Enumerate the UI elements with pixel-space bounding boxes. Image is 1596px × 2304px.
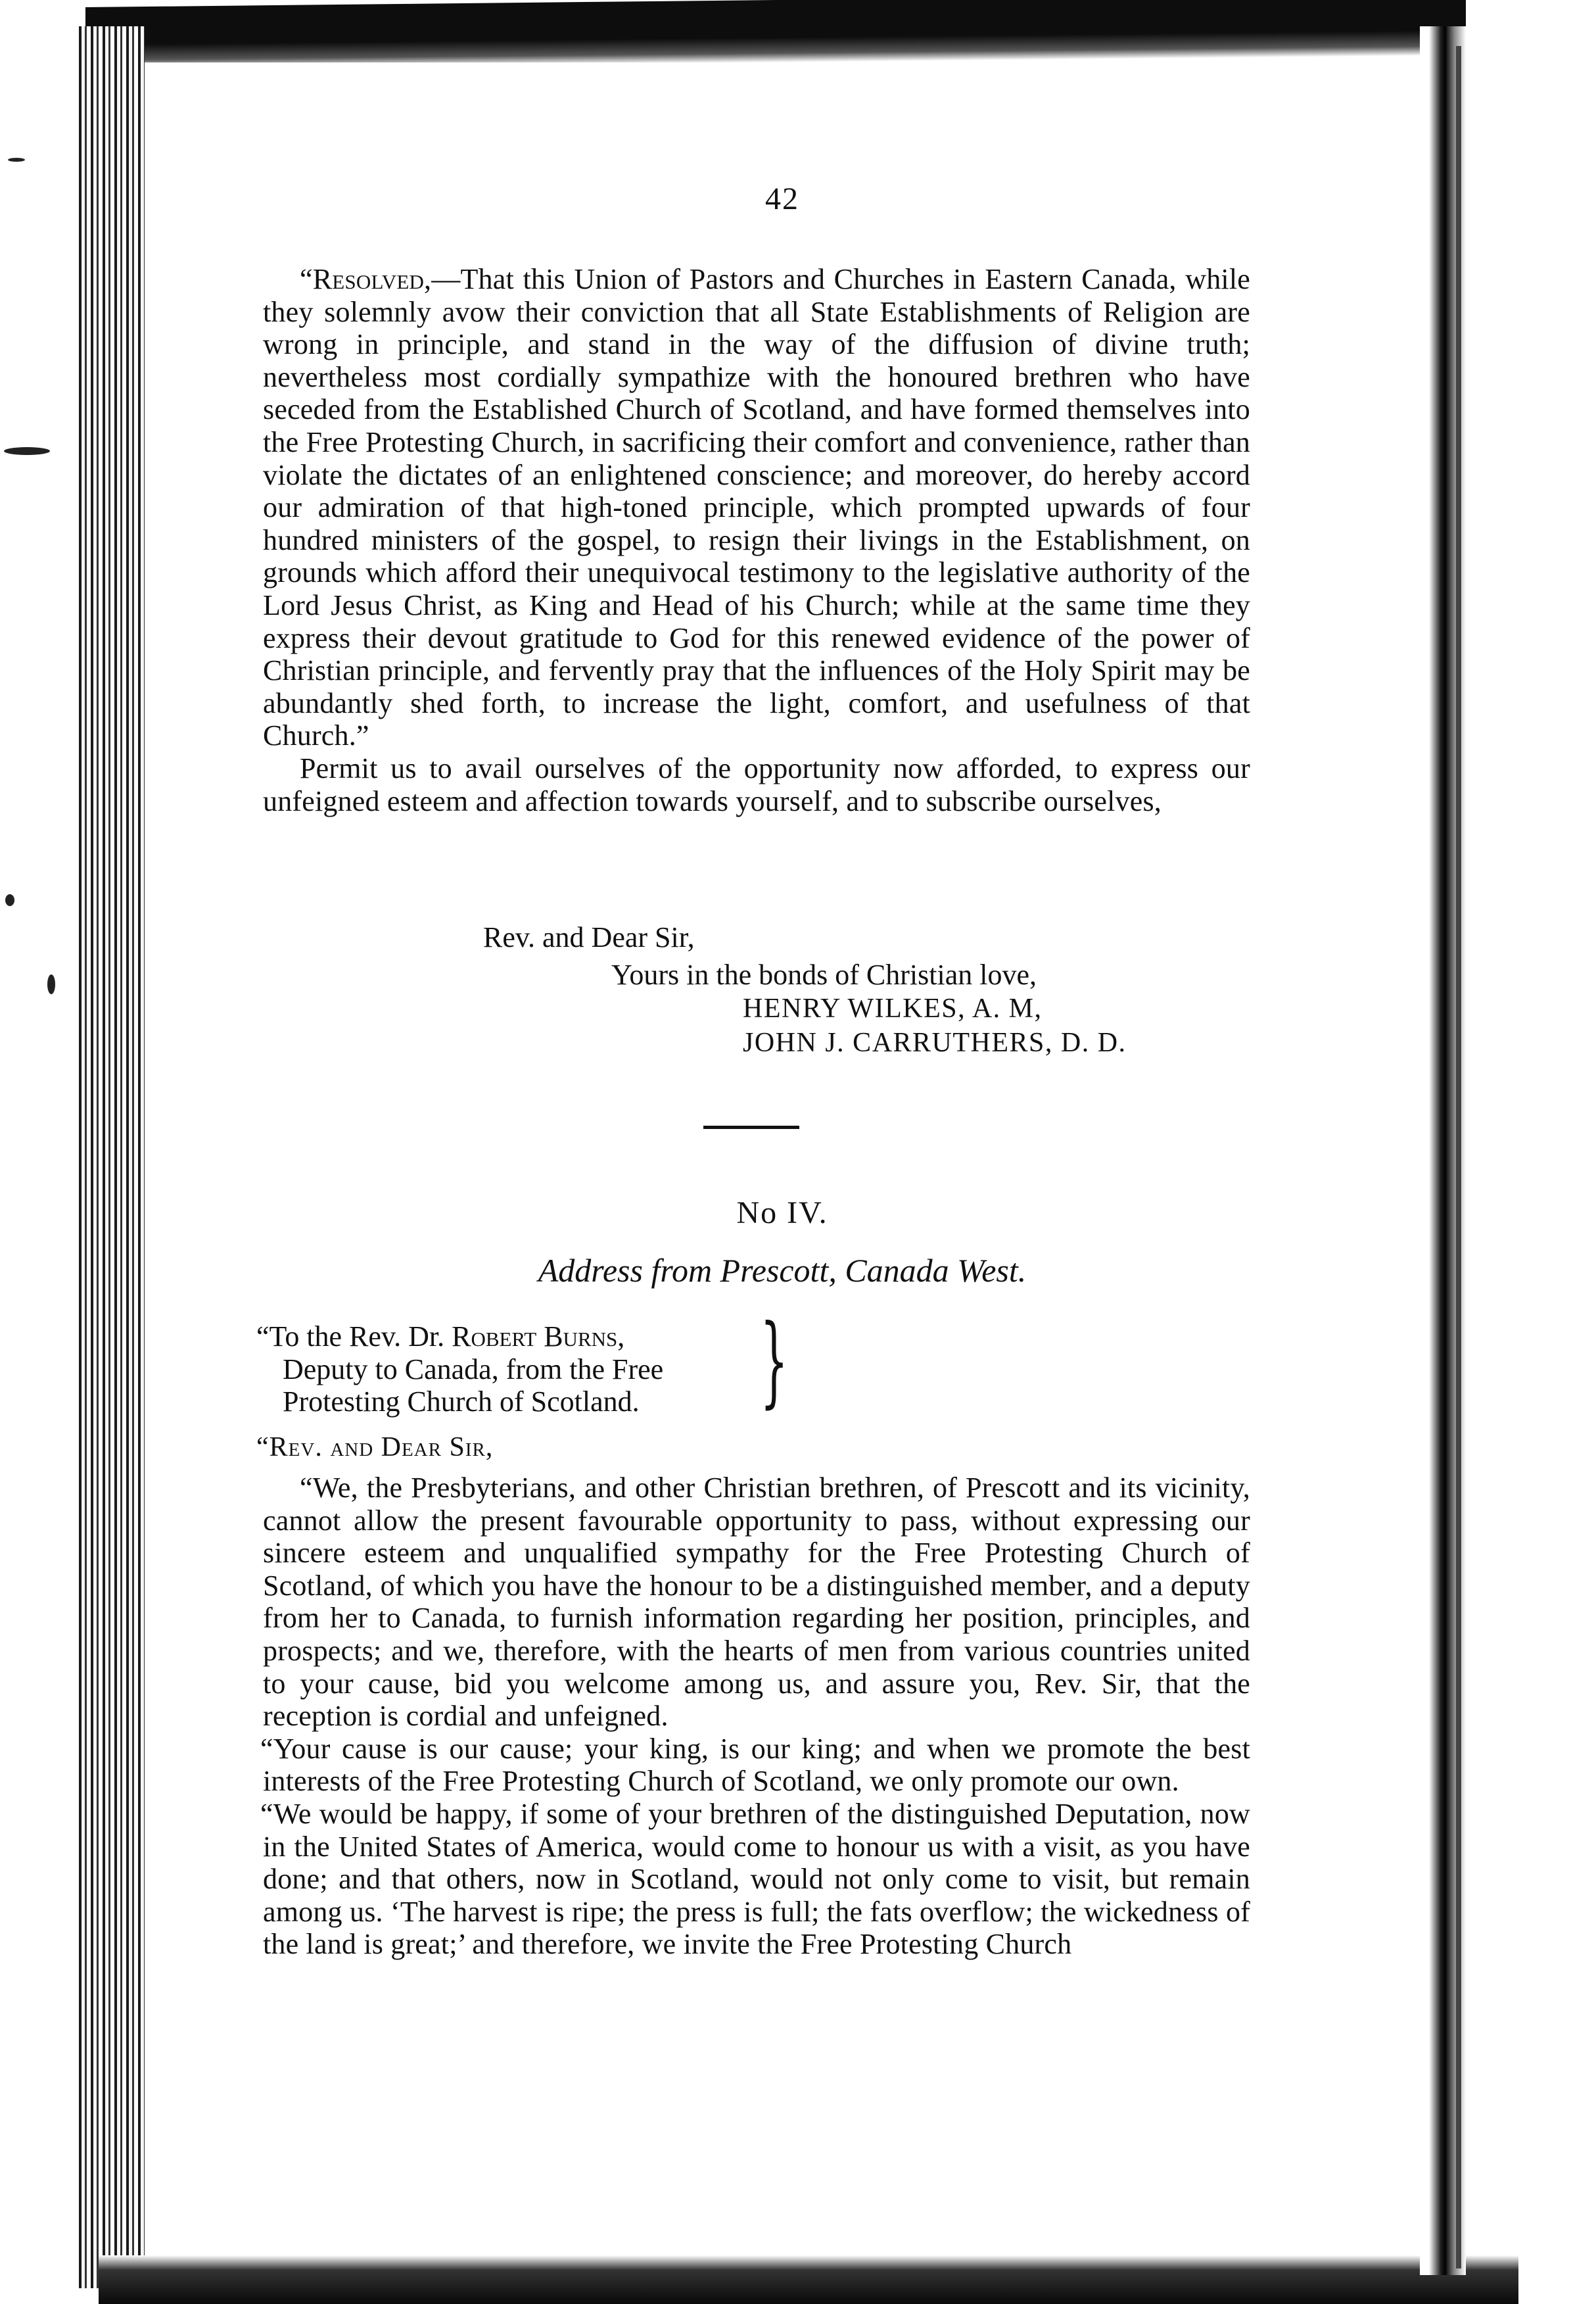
book-page [145, 62, 1420, 2255]
scan-gutter-line [1456, 46, 1461, 2268]
address-paragraph-1: “We, the Presbyterians, and other Christian brethren, of Prescott and its vicinity, cannot allow the present favourable opportunity to pass, without expressing our sincere esteem and unqualified sympathy for the Free Protesting Church of Scotland, of which you have the honour to be a distinguished member, and a deputy from her to Canada, to furnish information regarding her position, principles, and prospects; and we, therefore, with the hearts of men from various countries united to your cause, bid you welcome among us, and assure you, Rev. Sir, that the reception is cordial and unfeigned. [263, 1472, 1250, 1733]
page-number: 42 [765, 181, 799, 216]
addressee-line-3: Protesting Church of Scotland. [283, 1385, 640, 1418]
addressee-name: Robert Burns, [452, 1320, 625, 1353]
scan-speck [4, 447, 50, 455]
closing-salutation: Rev. and Dear Sir, [483, 921, 695, 953]
section-number: No IV. [736, 1195, 828, 1230]
signatory-1: HENRY WILKES, A. M, [743, 994, 1043, 1024]
address-body [260, 1472, 1250, 1961]
closing-valediction: Yours in the bonds of Christian love, [611, 959, 1037, 991]
addressee-brace: } [760, 1304, 789, 1418]
permit-paragraph: Permit us to avail ourselves of the opportunity now afforded, to express our unfeigned esteem and affection towards yourself, and to subscribe ourselves, [263, 752, 1250, 817]
main-text [263, 263, 1250, 817]
scan-page-stack-edge [79, 26, 145, 2288]
scan-speck [8, 158, 25, 162]
scan-bottom-edge [99, 2255, 1518, 2304]
resolution-text: —That this Union of Pastors and Churches in Eastern Canada, while they solemnly avow their conviction that all State Establishments of Religion are wrong in principle, and stand in the way of the diffusion of divine truth; nevertheless most cordially sympathize with the honoured brethren who have seceded from the Established Church of Scotland, and have formed themselves into the Free Protesting Church, in sacrificing their comfort and convenience, rather than violate the dictates of an enlightened conscience; and moreover, do hereby accord our admiration of that high-toned principle, which prompted upwards of four hundred ministers of the gospel, to resign their livings in the Establishment, on grounds which afford their unequivocal testimony to the legislative authority of the Lord Jesus Christ, as King and Head of his Church; while at the same time they express their devout gratitude to God for this renewed evidence of the power of Christian principle, and fervently pray that the influences of the Holy Spirit may be abundantly shed forth, to increase the light, comfort, and usefulness of that Church.” [263, 263, 1250, 752]
section-divider [703, 1126, 799, 1129]
addressee-prefix: “To the Rev. Dr. [256, 1320, 452, 1353]
scan-speck [5, 894, 14, 906]
signatory-2: JOHN J. CARRUTHERS, D. D. [743, 1028, 1127, 1058]
resolution-paragraph [263, 263, 1250, 752]
addressee-line-2: Deputy to Canada, from the Free [283, 1353, 664, 1385]
address-paragraph-2: “Your cause is our cause; your king, is our king; and when we promote the best interests of the Free Protesting Church of Scotland, we only promote our own. [260, 1732, 1250, 1798]
addressee-line-1 [256, 1320, 663, 1353]
section-title: Address from Prescott, Canada West. [538, 1252, 1027, 1289]
resolution-lead: “Resolved, [300, 263, 432, 295]
salutation: “Rev. and Dear Sir, [256, 1432, 494, 1462]
addressee-block [256, 1320, 663, 1418]
scan-top-edge [85, 0, 1466, 70]
address-paragraph-3: “We would be happy, if some of your brethren of the distinguished Deputation, now in the United States of America, would come to honour us with a visit, as you have done; and that others, now in Scotland, would not only come to visit, but remain among us. ‘The harvest is ripe; the press is full; the fats overflow; the wickedness of the land is great;’ and therefore, we invite the Free Protesting Church [260, 1797, 1250, 1961]
scan-speck [47, 974, 55, 994]
